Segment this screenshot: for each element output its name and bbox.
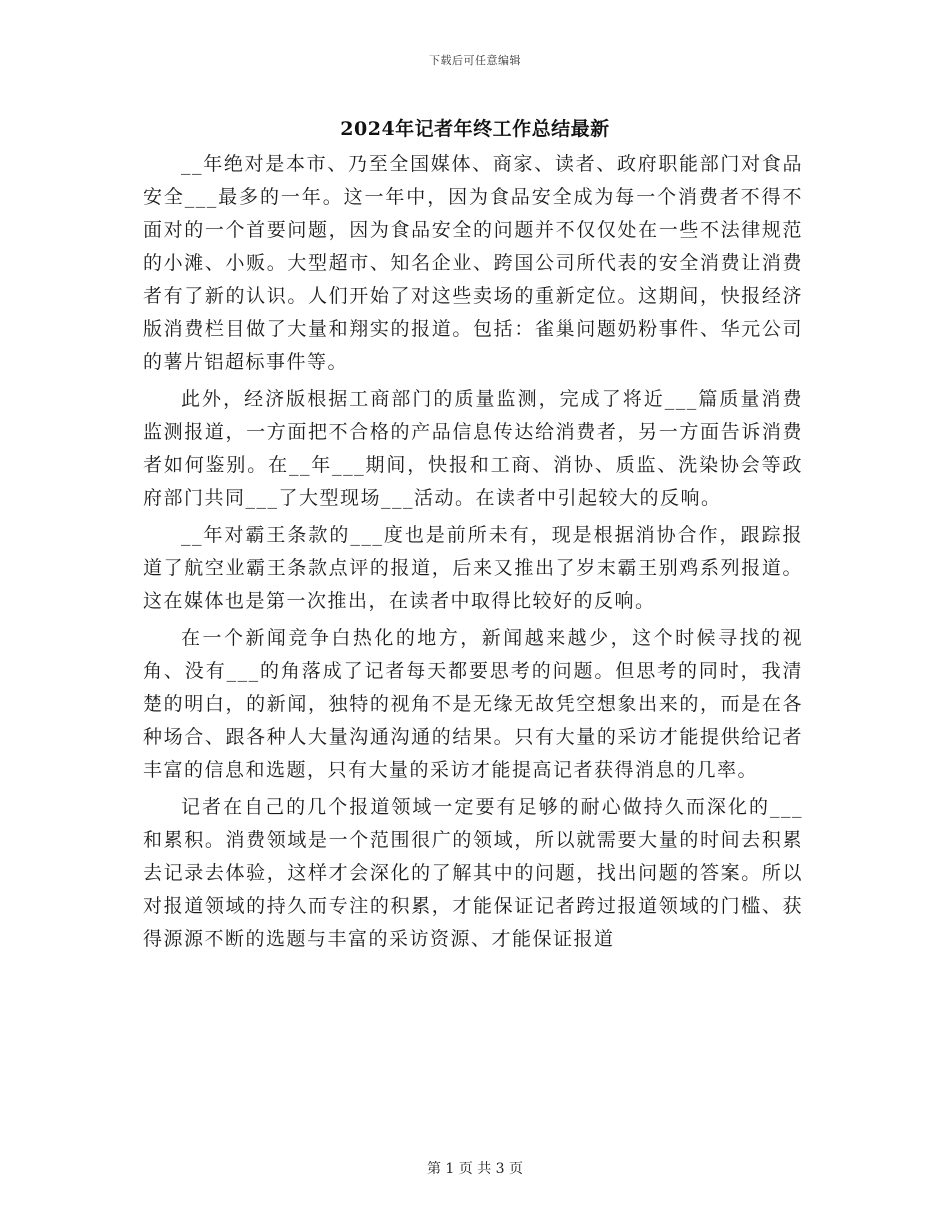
document-body — [143, 148, 803, 960]
paragraph-2: 此外，经济版根据工商部门的质量监测，完成了将近___篇质量消费监测报道，一方面把不合格的产品信息传达给消费者，另一方面告诉消费者如何鉴别。在__年___期间，快报和工商、消协、质监、洗染协会等政府部门共同___了大型现场___活动。在读者中引起较大的反响。 — [143, 388, 803, 509]
paragraph-5: 记者在自己的几个报道领域一定要有足够的耐心做持久而深化的___和累积。消费领域是一个范围很广的领域，所以就需要大量的时间去积累去记录去体验，这样才会深化的了解其中的问题，找出问题的答案。所以对报道领域的持久而专注的积累，才能保证记者跨过报道领域的门槛、获得源源不断的选题与丰富的采访资源、才能保证报道 — [143, 796, 803, 950]
header-note: 下载后可任意编辑 — [429, 54, 521, 67]
page-number: 第 1 页 共 3 页 — [426, 1161, 524, 1177]
paragraph-4: 在一个新闻竞争白热化的地方，新闻越来越少，这个时候寻找的视角、没有___的角落成了记者每天都要思考的问题。但思考的同时，我清楚的明白，的新闻，独特的视角不是无缘无故凭空想象出来的，而是在各种场合、跟各种人大量沟通沟通的结果。只有大量的采访才能提供给记者丰富的信息和选题，只有大量的采访才能提高记者获得消息的几率。 — [143, 627, 803, 781]
document-title: 2024年记者年终工作总结最新 — [340, 118, 610, 140]
paragraph-3: __年对霸王条款的___度也是前所未有，现是根据消协合作，跟踪报道了航空业霸王条款点评的报道，后来又推出了岁末霸王别鸡系列报道。这在媒体也是第一次推出，在读者中取得比较好的反响。 — [143, 524, 803, 612]
paragraph-1: __年绝对是本市、乃至全国媒体、商家、读者、政府职能部门对食品安全___最多的一年。这一年中，因为食品安全成为每一个消费者不得不面对的一个首要问题，因为食品安全的问题并不仅仅处在一些不法律规范的小滩、小贩。大型超市、知名企业、跨国公司所代表的安全消费让消费者有了新的认识。人们开始了对这些卖场的重新定位。这期间，快报经济版消费栏目做了大量和翔实的报道。包括：雀巢问题奶粉事件、华元公司的薯片铝超标事件等。 — [143, 153, 803, 373]
